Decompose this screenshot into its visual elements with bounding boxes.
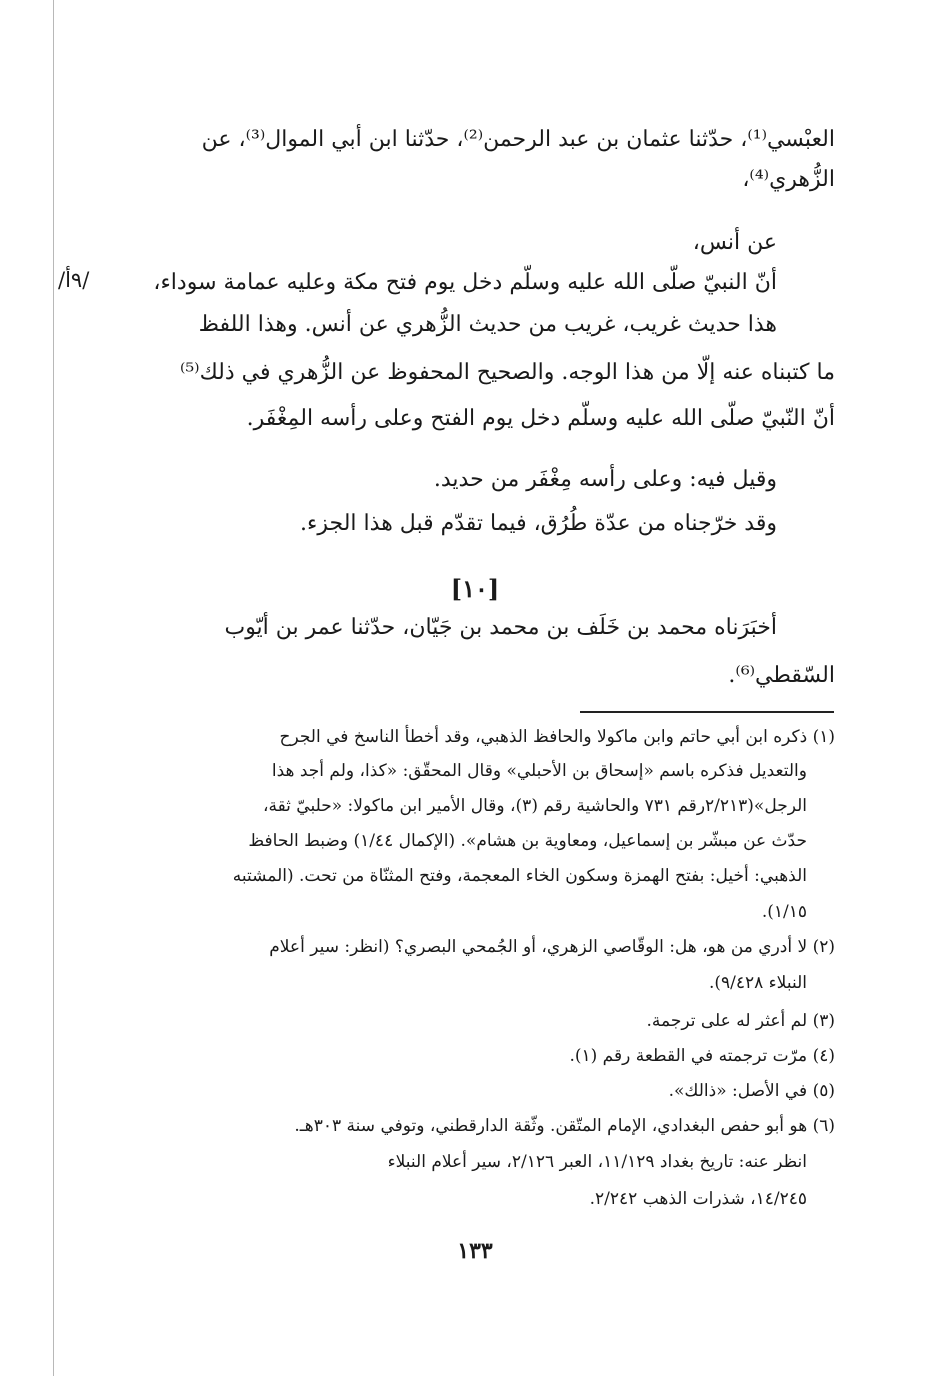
footnote-1-line-1: (١) ذكره ابن أبي حاتم وابن ماكولا والحافظ الذهبي، وقد أخطأ الناسخ في الجرح (279, 727, 835, 747)
footnote-2-line-2: النبلاء ٩/٤٢٨). (708, 973, 807, 993)
footnote-3: (٣) لم أعثر له على ترجمة. (646, 1011, 835, 1031)
kharrajnah-text: وقد خرّجناه من عدّة طُرُق، فيما تقدّم قبل هذا الجزء. (300, 511, 777, 536)
chain-line-2: الزُّهري⁽⁴⁾، (742, 167, 835, 192)
footnote-4: (٤) مرّت ترجمته في القطعة رقم (١). (569, 1046, 835, 1066)
kharrajnah-line (140, 511, 835, 536)
footnote-1-line-2: والتعديل فذكره باسم «إسحاق بن الأحبلي» وقال المحقّق: «كذا، ولم أجد هذا (271, 761, 807, 781)
chain2-line-2: السّقطي⁽⁶⁾. (728, 663, 835, 688)
chain-line-1: العبْسي⁽¹⁾، حدّثنا عثمان بن عبد الرحمن⁽²⁾، حدّثنا ابن أبي الموال⁽³⁾، عن (201, 127, 835, 152)
an-anas-text: عن أنس، (692, 230, 777, 255)
comment-line-2: ما كتبناه عنه إلّا من هذا الوجه. والصحيح المحفوظ عن الزُّهري في ذلك⁽⁵⁾ (179, 360, 835, 385)
footnote-6-line-2: انظر عنه: تاريخ بغداد ١١/١٢٩، العبر ٢/١٢٦، سير أعلام النبلاء (387, 1152, 807, 1172)
footnote-1-line-4: حدّث عن مبشّر بن إسماعيل، ومعاوية بن هشام». (الإكمال ١/٤٤) وضبط الحافظ (248, 831, 807, 851)
an-anas-line (140, 230, 835, 255)
page-edge-line (53, 0, 54, 1376)
qila-line (140, 467, 835, 492)
chain2-text-1: أخبَرَناه محمد بن خَلَف بن محمد بن جَيّان، حدّثنا عمر بن أيّوب (224, 615, 777, 640)
footnote-5: (٥) في الأصل: «ذالك». (668, 1081, 835, 1101)
footnote-6-line-3: ١٤/٢٤٥، شذرات الذهب ٢/٢٤٢. (589, 1189, 807, 1209)
comment-line-1 (140, 312, 835, 337)
footnote-1-line-5: الذهبي: أخيل: بفتح الهمزة وسكون الخاء المعجمة، وفتح المثنّاة من تحت. (المشتبه (232, 866, 807, 886)
footnote-1-line-3: الرجل»(٢/٢١٣رقم ٧٣١ والحاشية رقم (٣)، وقال الأمير ابن ماكولا: «حلبيّ ثقة، (262, 796, 807, 816)
footnote-1-line-6: ١/١٥). (761, 902, 807, 922)
footnote-2-line-1: (٢) لا أدري من هو، هل: الوقّاصي الزهري، أو الجُمحي البصري؟ (انظر: سير أعلام (269, 937, 835, 957)
comment-line-3: أنّ النّبيّ صلّى الله عليه وسلّم دخل يوم الفتح وعلى رأسه المِغْفَر. (246, 406, 835, 431)
page-number: ١٣٣ (457, 1238, 493, 1264)
footnote-6-line-1: (٦) هو أبو حفص البغدادي، الإمام المتّقن. وثّقة الدارقطني، وتوفي سنة ٣٠٣هـ. (294, 1116, 835, 1136)
hadith-line (140, 270, 835, 295)
hadith-text: أنّ النبيّ صلّى الله عليه وسلّم دخل يوم فتح مكة وعليه عمامة سوداء، (153, 270, 777, 295)
comment-text-1: هذا حديث غريب، غريب من حديث الزُّهري عن أنس. وهذا اللفظ (198, 312, 777, 337)
chain2-line-1 (140, 615, 835, 640)
section-number: [١٠] (450, 574, 500, 603)
footnote-separator (580, 711, 834, 713)
manuscript-folio-note: /٩أ/ (58, 268, 90, 292)
qila-text: وقيل فيه: وعلى رأسه مِغْفَر من حديد. (433, 467, 777, 492)
